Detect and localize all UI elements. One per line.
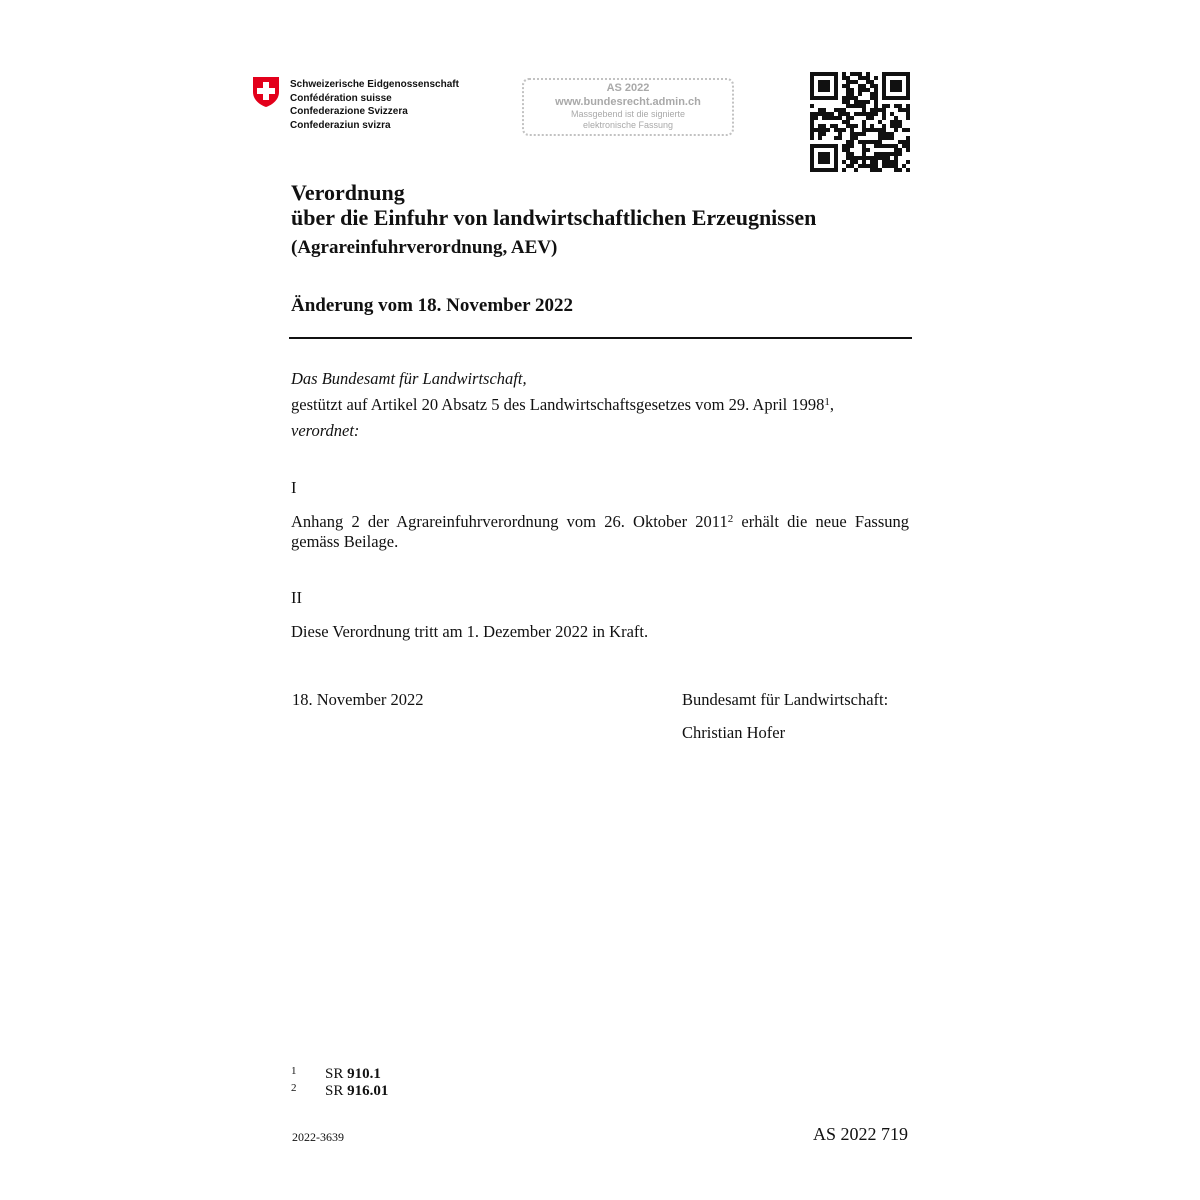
legal-basis-text: gestützt auf Artikel 20 Absatz 5 des Landwirtschaftsgesetzes vom 29. April 1998 [291,395,825,414]
official-compilation-reference: AS 2022 719 [812,1124,908,1144]
signatory-name: Christian Hofer [682,723,786,742]
federal-office-name [290,78,459,132]
title-line-1: Verordnung [291,180,405,205]
section-ii-text: Diese Verordnung tritt am 1. Dezember 2022 in Kraft. [291,622,649,641]
document-number: 2022-3639 [292,1130,344,1144]
stamp-line-4: elektronische Fassung [582,120,674,130]
official-publication-stamp [522,78,734,136]
signing-authority: Bundesamt für Landwirtschaft: [682,690,889,709]
qr-code-icon [810,72,910,172]
section-i-text [291,512,909,552]
legal-basis [291,395,834,415]
footnote-2 [291,1080,388,1099]
footnote-1-number: 1 [291,1065,297,1077]
office-line-rm: Confederaziun svizra [290,119,391,131]
office-line-de: Schweizerische Eidgenossenschaft [290,79,459,90]
stamp-line-2: www.bundesrecht.admin.ch [555,96,701,108]
document-short-title: (Agrareinfuhrverordnung, AEV) [291,237,558,258]
stamp-line-3: Massgebend ist die signierte [570,109,686,119]
section-i-text-end: erhält die neue Fassung gemäss Beilage. [291,512,909,551]
section-numeral-i: I [291,478,297,497]
stamp-line-1: AS 2022 [606,82,650,94]
footnote-2-ref: 916.01 [347,1083,389,1099]
footnote-1-ref: 910.1 [347,1066,381,1082]
footnote-ref-2: 2 [727,513,734,525]
section-i-text-start: Anhang 2 der Agrareinfuhrverordnung vom 26. Oktober 2011 [291,512,728,531]
footnote-2-number: 2 [291,1082,297,1094]
office-line-fr: Confédération suisse [290,92,392,104]
footnote-ref-1: 1 [824,396,830,408]
legal-basis-end: , [829,395,835,414]
amendment-date: Änderung vom 18. November 2022 [291,295,574,316]
issuing-authority: Das Bundesamt für Landwirtschaft, [291,369,527,388]
footnote-2-prefix: SR [325,1083,348,1099]
title-divider [289,337,912,339]
enacting-verb: verordnet: [291,421,360,440]
signature-date: 18. November 2022 [292,690,424,709]
office-line-it: Confederazione Svizzera [290,106,408,117]
section-numeral-ii: II [291,588,302,607]
document-title [291,180,816,230]
footnote-1-prefix: SR [325,1066,348,1082]
title-line-2: über die Einfuhr von landwirtschaftlichen Erzeugnissen [291,205,817,230]
swiss-coat-of-arms-icon [252,76,280,108]
